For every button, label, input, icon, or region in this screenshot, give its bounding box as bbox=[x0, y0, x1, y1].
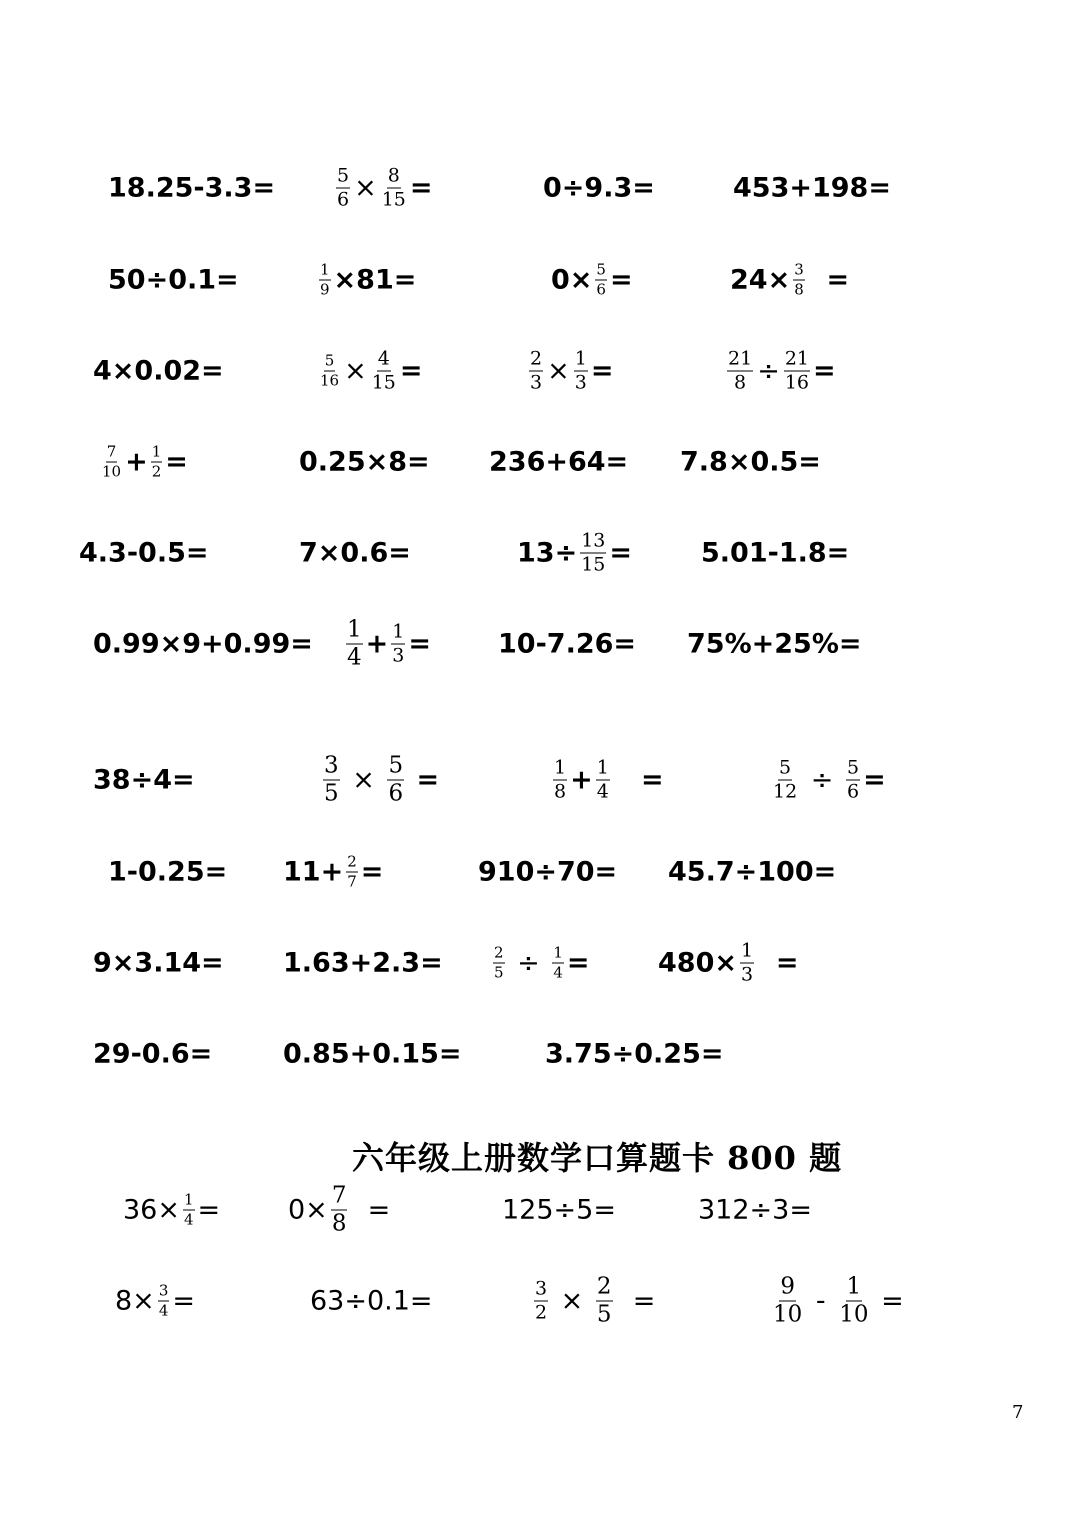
operator: ÷ bbox=[802, 764, 842, 796]
expression-text: = bbox=[350, 1194, 391, 1226]
expression-text: + bbox=[570, 764, 593, 796]
math-problem bbox=[498, 628, 637, 660]
fraction bbox=[727, 347, 753, 394]
fraction-numerator: 8 bbox=[387, 164, 400, 187]
math-problem bbox=[98, 442, 188, 481]
math-problem bbox=[93, 628, 313, 660]
fraction-denominator: 10 bbox=[773, 1301, 803, 1328]
fraction bbox=[580, 529, 606, 576]
math-problem bbox=[769, 756, 886, 803]
fraction-numerator: 3 bbox=[324, 752, 339, 779]
expression-text: 0× bbox=[288, 1194, 328, 1226]
math-problem bbox=[545, 1038, 724, 1070]
math-problem bbox=[502, 1194, 616, 1226]
fraction bbox=[552, 943, 564, 982]
operator: × bbox=[552, 1285, 592, 1317]
math-problem bbox=[123, 1190, 221, 1229]
operator: ÷ bbox=[508, 947, 549, 979]
fraction-denominator: 9 bbox=[320, 280, 330, 299]
math-problem bbox=[93, 764, 195, 796]
math-problem bbox=[526, 347, 614, 394]
math-problem bbox=[288, 1182, 391, 1237]
expression-text: = bbox=[757, 947, 799, 979]
expression-text: = bbox=[172, 1285, 195, 1317]
fraction-denominator: 2 bbox=[151, 462, 162, 481]
math-problem bbox=[283, 1038, 462, 1070]
fraction-denominator: 6 bbox=[337, 188, 350, 211]
fraction-denominator: 4 bbox=[158, 1301, 169, 1320]
fraction-numerator: 21 bbox=[728, 347, 753, 370]
fraction bbox=[319, 351, 340, 390]
fraction bbox=[346, 852, 358, 891]
fraction-numerator: 1 bbox=[596, 756, 609, 779]
fraction-numerator: 3 bbox=[535, 1277, 548, 1300]
fraction-denominator: 5 bbox=[596, 1301, 612, 1328]
expression-text: = bbox=[609, 537, 633, 569]
fraction bbox=[158, 1281, 170, 1320]
fraction bbox=[101, 442, 122, 481]
expression-text: = bbox=[863, 764, 886, 796]
fraction-denominator: 10 bbox=[839, 1301, 869, 1328]
fraction bbox=[740, 939, 754, 986]
math-problem bbox=[283, 852, 384, 891]
expression-text: = bbox=[609, 264, 633, 296]
math-problem bbox=[283, 947, 443, 979]
expression-text: 13÷ bbox=[517, 537, 578, 569]
fraction bbox=[151, 442, 163, 481]
expression-text: 236+64= bbox=[489, 446, 629, 478]
fraction-denominator: 3 bbox=[530, 371, 543, 394]
fraction-numerator: 21 bbox=[784, 347, 809, 370]
expression-text: 4.3-0.5= bbox=[79, 537, 209, 569]
expression-text: = bbox=[165, 446, 188, 478]
fraction-numerator: 1 bbox=[553, 943, 563, 962]
fraction-denominator: 4 bbox=[347, 644, 362, 671]
fraction-denominator: 3 bbox=[574, 371, 587, 394]
fraction-numerator: 1 bbox=[554, 756, 567, 779]
expression-text: 24× bbox=[730, 264, 791, 296]
fraction bbox=[574, 347, 588, 394]
math-problem bbox=[551, 260, 633, 299]
fraction bbox=[387, 752, 404, 807]
fraction bbox=[784, 347, 810, 394]
expression-text: 10-7.26= bbox=[498, 628, 637, 660]
math-problem bbox=[687, 628, 862, 660]
fraction-denominator: 16 bbox=[784, 371, 809, 394]
expression-text: 1-0.25= bbox=[108, 856, 228, 888]
fraction bbox=[346, 616, 363, 671]
math-problem bbox=[93, 1038, 213, 1070]
fraction-numerator: 7 bbox=[106, 442, 117, 461]
fraction-numerator: 3 bbox=[794, 260, 804, 279]
fraction bbox=[772, 756, 798, 803]
expression-text: 18.25-3.3= bbox=[108, 172, 276, 204]
fraction-numerator: 5 bbox=[388, 752, 404, 779]
fraction-numerator: 2 bbox=[596, 1273, 612, 1300]
fraction bbox=[596, 1273, 613, 1328]
expression-text: 4×0.02= bbox=[93, 355, 224, 387]
expression-text: 5.01-1.8= bbox=[701, 537, 850, 569]
math-problem bbox=[517, 529, 633, 576]
fraction bbox=[553, 756, 567, 803]
expression-text: = bbox=[612, 764, 664, 796]
expression-text: 63÷0.1= bbox=[310, 1285, 433, 1317]
fraction bbox=[331, 1182, 348, 1237]
fraction-numerator: 9 bbox=[780, 1273, 795, 1300]
math-problem bbox=[299, 446, 430, 478]
expression-text: 45.7÷100= bbox=[668, 856, 837, 888]
expression-text: = bbox=[872, 1285, 904, 1317]
expression-text: 0× bbox=[551, 264, 593, 296]
fraction-numerator: 1 bbox=[574, 347, 587, 370]
expression-text: = bbox=[360, 856, 384, 888]
fraction-denominator: 3 bbox=[392, 644, 405, 667]
fraction bbox=[793, 260, 805, 299]
expression-text: 0.85+0.15= bbox=[283, 1038, 462, 1070]
fraction-denominator: 8 bbox=[331, 1210, 347, 1237]
math-problem bbox=[108, 856, 228, 888]
fraction-numerator: 1 bbox=[740, 939, 754, 962]
fraction bbox=[319, 260, 331, 299]
fraction bbox=[772, 1273, 803, 1328]
math-problem bbox=[489, 446, 629, 478]
fraction bbox=[595, 260, 607, 299]
expression-text: = bbox=[566, 947, 590, 979]
expression-text: = bbox=[615, 1285, 656, 1317]
expression-text: 0.99×9+0.99= bbox=[93, 628, 313, 660]
expression-text: + bbox=[365, 628, 389, 660]
math-problem bbox=[316, 260, 417, 299]
expression-text: = bbox=[399, 355, 423, 387]
fraction-denominator: 4 bbox=[183, 1210, 194, 1229]
fraction-numerator: 1 bbox=[347, 616, 362, 643]
expression-text: 36× bbox=[123, 1194, 180, 1226]
expression-text: = bbox=[807, 264, 850, 296]
fraction bbox=[596, 756, 610, 803]
expression-text: + bbox=[125, 446, 148, 478]
fraction-denominator: 6 bbox=[596, 280, 606, 299]
math-problem bbox=[733, 172, 891, 204]
fraction bbox=[323, 752, 340, 807]
operator: - bbox=[807, 1285, 835, 1317]
fraction-numerator: 13 bbox=[581, 529, 606, 552]
fraction-numerator: 5 bbox=[324, 351, 335, 370]
fraction-denominator: 6 bbox=[388, 780, 404, 807]
expression-text: = bbox=[409, 172, 433, 204]
expression-text: = bbox=[813, 355, 836, 387]
expression-text: 1.63+2.3= bbox=[283, 947, 443, 979]
expression-text: 453+198= bbox=[733, 172, 891, 204]
fraction-numerator: 1 bbox=[392, 620, 405, 643]
math-problem bbox=[316, 347, 423, 394]
fraction-denominator: 6 bbox=[846, 780, 860, 803]
fraction-numerator: 2 bbox=[347, 852, 357, 871]
fraction-numerator: 7 bbox=[331, 1182, 347, 1209]
math-problem bbox=[299, 537, 411, 569]
fraction bbox=[183, 1190, 195, 1229]
fraction-numerator: 1 bbox=[320, 260, 330, 279]
fraction-denominator: 15 bbox=[581, 553, 606, 576]
fraction-numerator: 1 bbox=[151, 442, 162, 461]
math-problem bbox=[680, 446, 821, 478]
fraction-denominator: 5 bbox=[324, 780, 339, 807]
fraction-numerator: 1 bbox=[183, 1190, 194, 1209]
fraction-denominator: 5 bbox=[494, 963, 504, 982]
operator: × bbox=[547, 355, 570, 387]
expression-text: 50÷0.1= bbox=[108, 264, 239, 296]
math-problem bbox=[668, 856, 837, 888]
fraction-numerator: 2 bbox=[530, 347, 543, 370]
fraction-numerator: 1 bbox=[846, 1273, 862, 1300]
fraction-denominator: 2 bbox=[535, 1301, 548, 1324]
fraction-numerator: 5 bbox=[846, 756, 860, 779]
expression-text: 312÷3= bbox=[698, 1194, 812, 1226]
page-title: 六年级上册数学口算题卡 800 题 bbox=[352, 1139, 843, 1177]
fraction-numerator: 5 bbox=[337, 164, 350, 187]
math-problem bbox=[658, 939, 799, 986]
fraction-numerator: 4 bbox=[377, 347, 390, 370]
fraction bbox=[838, 1273, 869, 1328]
math-problem bbox=[490, 943, 590, 982]
fraction bbox=[493, 943, 505, 982]
math-problem bbox=[478, 856, 618, 888]
math-problem bbox=[310, 1285, 433, 1317]
expression-text: 9×3.14= bbox=[93, 947, 224, 979]
fraction-numerator: 2 bbox=[494, 943, 504, 962]
fraction-denominator: 4 bbox=[553, 963, 563, 982]
math-problem bbox=[108, 172, 276, 204]
math-problem bbox=[115, 1281, 195, 1320]
expression-text: 7.8×0.5= bbox=[680, 446, 821, 478]
expression-text: 0.25×8= bbox=[299, 446, 430, 478]
fraction bbox=[381, 164, 407, 211]
math-problem bbox=[550, 756, 664, 803]
math-problem bbox=[701, 537, 850, 569]
expression-text: 38÷4= bbox=[93, 764, 195, 796]
fraction bbox=[529, 347, 543, 394]
fraction-denominator: 12 bbox=[773, 780, 798, 803]
expression-text: 8× bbox=[115, 1285, 155, 1317]
fraction bbox=[534, 1277, 548, 1324]
operator: ÷ bbox=[757, 355, 780, 387]
math-problem bbox=[108, 264, 239, 296]
operator: × bbox=[343, 764, 384, 796]
fraction-denominator: 4 bbox=[596, 780, 609, 803]
fraction bbox=[391, 620, 405, 667]
expression-text: = bbox=[590, 355, 614, 387]
math-problem bbox=[333, 164, 433, 211]
math-problem bbox=[769, 1273, 904, 1328]
operator: × bbox=[344, 355, 367, 387]
fraction-denominator: 10 bbox=[102, 462, 122, 481]
fraction-denominator: 8 bbox=[554, 780, 567, 803]
fraction-denominator: 7 bbox=[347, 872, 357, 891]
math-problem bbox=[730, 260, 850, 299]
fraction-denominator: 3 bbox=[740, 963, 754, 986]
fraction bbox=[371, 347, 397, 394]
math-problem bbox=[531, 1273, 656, 1328]
math-problem bbox=[724, 347, 836, 394]
fraction-denominator: 16 bbox=[320, 371, 340, 390]
expression-text: 11+ bbox=[283, 856, 344, 888]
fraction-denominator: 8 bbox=[734, 371, 747, 394]
expression-text: 125÷5= bbox=[502, 1194, 616, 1226]
expression-text: 75%+25%= bbox=[687, 628, 862, 660]
page-number: 7 bbox=[1012, 1402, 1024, 1423]
fraction-denominator: 15 bbox=[371, 371, 396, 394]
fraction bbox=[336, 164, 350, 211]
fraction-numerator: 5 bbox=[779, 756, 792, 779]
expression-text: ×81= bbox=[333, 264, 417, 296]
operator: × bbox=[354, 172, 377, 204]
fraction bbox=[846, 756, 860, 803]
expression-text: 910÷70= bbox=[478, 856, 618, 888]
fraction-numerator: 3 bbox=[158, 1281, 169, 1300]
math-problem bbox=[93, 947, 224, 979]
expression-text: = bbox=[407, 764, 440, 796]
fraction-denominator: 8 bbox=[794, 280, 804, 299]
math-problem bbox=[543, 172, 655, 204]
expression-text: 480× bbox=[658, 947, 737, 979]
math-problem bbox=[93, 355, 224, 387]
expression-text: 7×0.6= bbox=[299, 537, 411, 569]
expression-text: 3.75÷0.25= bbox=[545, 1038, 724, 1070]
math-problem bbox=[343, 616, 431, 671]
expression-text: = bbox=[408, 628, 431, 660]
fraction-numerator: 5 bbox=[596, 260, 606, 279]
fraction-denominator: 15 bbox=[381, 188, 406, 211]
expression-text: 29-0.6= bbox=[93, 1038, 213, 1070]
expression-text: = bbox=[197, 1194, 221, 1226]
math-problem bbox=[79, 537, 209, 569]
math-problem bbox=[320, 752, 440, 807]
expression-text: 0÷9.3= bbox=[543, 172, 655, 204]
math-problem bbox=[698, 1194, 812, 1226]
